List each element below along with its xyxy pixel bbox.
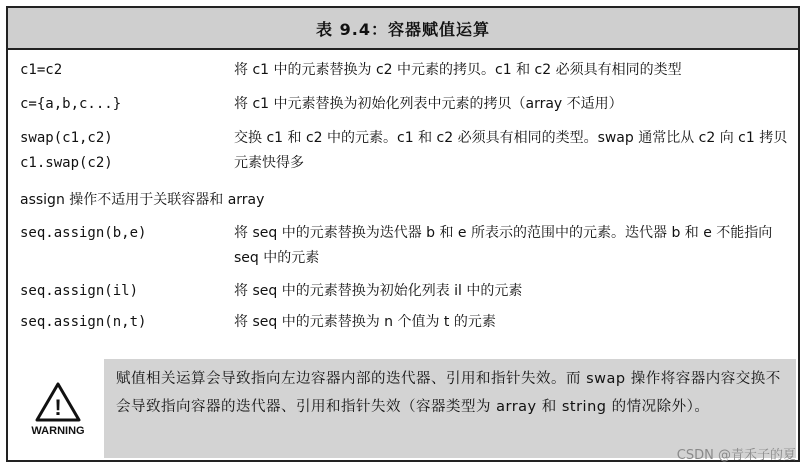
row-code-line: swap(c1,c2) <box>20 130 113 146</box>
row-desc: 将 seq 中的元素替换为初始化列表 il 中的元素 <box>234 283 523 299</box>
table-row <box>20 310 798 335</box>
row-desc: 交换 c1 和 c2 中的元素。c1 和 c2 必须具有相同的类型。swap 通常比从 c2 向 c1 拷贝元素快得多 <box>234 130 788 171</box>
row-code: c={a,b,c...} <box>20 96 122 112</box>
row-desc: 将 c1 中的元素替换为 c2 中元素的拷贝。c1 和 c2 必须具有相同的类型 <box>234 62 682 78</box>
table-body <box>8 50 798 335</box>
table-frame <box>6 6 800 462</box>
warning-label: WARNING <box>31 424 85 437</box>
table-row <box>20 58 798 83</box>
row-code-line: c1.swap(c2) <box>20 155 113 171</box>
assign-note: assign 操作不适用于关联容器和 array <box>20 192 265 208</box>
row-code <box>20 126 234 176</box>
warning-icon-area <box>12 359 104 458</box>
row-desc: 将 seq 中的元素替换为 n 个值为 t 的元素 <box>234 314 496 330</box>
row-code: seq.assign(il) <box>20 283 139 299</box>
row-code: seq.assign(n,t) <box>20 314 147 330</box>
table-row <box>20 221 798 271</box>
row-desc: 将 seq 中的元素替换为迭代器 b 和 e 所表示的范围中的元素。迭代器 b 和 e 不能指向 seq 中的元素 <box>234 225 773 266</box>
row-code: c1=c2 <box>20 62 63 78</box>
warning-text: 赋值相关运算会导致指向左边容器内部的迭代器、引用和指针失效。而 swap 操作将容器内容交换不会导致指向容器的迭代器、引用和指针失效（容器类型为 array 和 string 的情况除外）。 <box>104 359 796 458</box>
table-title: 表 9.4：容器赋值运算 <box>316 19 490 39</box>
watermark: CSDN @青禾子的夏 <box>676 448 796 463</box>
row-desc: 将 c1 中元素替换为初始化列表中元素的拷贝（array 不适用） <box>234 96 623 112</box>
warning-icon <box>35 381 81 423</box>
table-row <box>20 126 798 176</box>
warning-icon-symbol: ! <box>54 394 62 420</box>
table-row <box>20 279 798 304</box>
table-title-bar <box>8 8 798 50</box>
table-row <box>20 92 798 117</box>
row-code: seq.assign(b,e) <box>20 225 147 241</box>
